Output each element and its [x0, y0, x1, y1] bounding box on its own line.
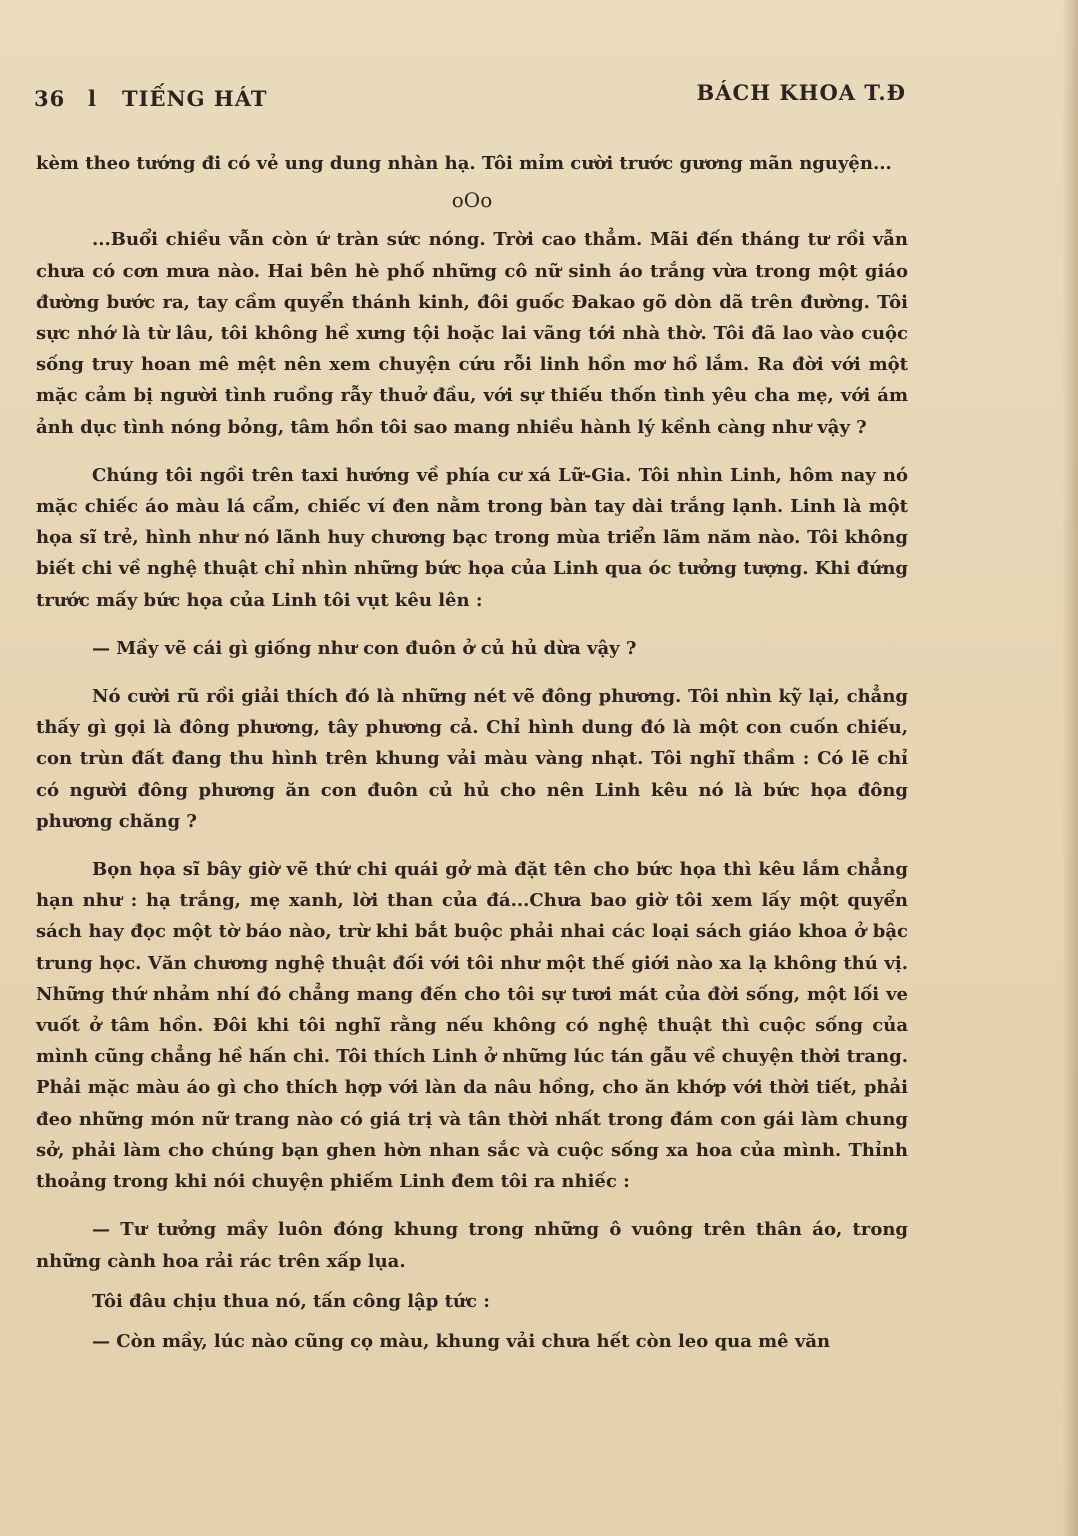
body-text	[36, 148, 908, 1357]
page-number: 36	[34, 86, 66, 111]
dialogue-line: — Mầy vẽ cái gì giống như con đuôn ở củ hủ dừa vậy ?	[92, 637, 637, 659]
paragraph: Bọn họa sĩ bây giờ vẽ thứ chi quái gở mà đặt tên cho bức họa thì kêu lắm chẳng hạn như : hạ trắng, mẹ xanh, lời than của đá...Chưa bao giờ tôi xem lấy một quyển sách hay đọc một tờ báo nào, trừ khi bắt buộc phải nhai các loại sách giáo khoa ở bậc trung học. Văn chương nghệ thuật đối với tôi như một thế giới nào xa lạ không thú vị. Những thứ nhảm nhí đó chẳng mang đến cho tôi sự tươi mát của đời sống, một lối ve vuốt ở tâm hồn. Đôi khi tôi nghĩ rằng nếu không có nghệ thuật thì cuộc sống của mình cũng chẳng hề hấn chi. Tôi thích Linh ở những lúc tán gẫu về chuyện thời trang. Phải mặc màu áo gì cho thích hợp với làn da nâu hồng, cho ăn khớp với thời tiết, phải đeo những món nữ trang nào có giá trị và tân thời nhất trong đám con gái làm chung sở, phải làm cho chúng bạn ghen hờn nhan sắc và cuộc sống xa hoa của mình. Thỉnh thoảng trong khi nói chuyện phiếm Linh đem tôi ra nhiếc :	[36, 859, 908, 1193]
dialogue-line: — Tư tưởng mầy luôn đóng khung trong những ô vuông trên thân áo, trong những cành hoa rải rác trên xấp lụa.	[36, 1219, 908, 1272]
paragraph-continued: kèm theo tướng đi có vẻ ung dung nhàn hạ. Tôi mỉm cười trước gương mãn nguyện...	[36, 153, 892, 174]
paragraph: ...Buổi chiều vẫn còn ứ tràn sức nóng. Trời cao thẳm. Mãi đến tháng tư rồi vẫn chưa có cơn mưa nào. Hai bên hè phố những cô nữ sinh áo trắng vừa trong một giáo đường bước ra, tay cầm quyển thánh kinh, đôi guốc Đakao gõ dòn dã trên đường. Tôi sực nhớ là từ lâu, tôi không hề xưng tội hoặc lai vãng tới nhà thờ. Tôi đã lao vào cuộc sống truy hoan mê mệt nên xem chuyện cứu rỗi linh hồn mơ hồ lắm. Ra đời với một mặc cảm bị người tình ruồng rẫy thuở đầu, với sự thiếu thốn tình yêu cha mẹ, với ám ảnh dục tình nóng bỏng, tâm hồn tôi sao mang nhiều hành lý kềnh càng như vậy ?	[36, 229, 908, 438]
paragraph: Nó cười rũ rồi giải thích đó là những nét vẽ đông phương. Tôi nhìn kỹ lại, chẳng thấy gì gọi là đông phương, tây phương cả. Chỉ hình dung đó là một con cuốn chiếu, con trùn đất đang thu hình trên khung vải màu vàng nhạt. Tôi nghĩ thầm : Có lẽ chỉ có người đông phương ăn con đuôn củ hủ cho nên Linh kêu nó là bức họa đông phương chăng ?	[36, 686, 908, 832]
paragraph: Chúng tôi ngồi trên taxi hướng về phía cư xá Lữ-Gia. Tôi nhìn Linh, hôm nay nó mặc chiếc áo màu lá cẩm, chiếc ví đen nằm trong bàn tay dài trắng lạnh. Linh là một họa sĩ trẻ, hình như nó lãnh huy chương bạc trong mùa triển lãm năm nào. Tôi không biết chi về nghệ thuật chỉ nhìn những bức họa của Linh qua óc tưởng tượng. Khi đứng trước mấy bức họa của Linh tôi vụt kêu lên :	[36, 464, 908, 611]
paragraph: Tôi đâu chịu thua nó, tấn công lập tức :	[92, 1290, 490, 1312]
dialogue-line: — Còn mầy, lúc nào cũng cọ màu, khung vải chưa hết còn leo qua mê văn	[92, 1330, 831, 1352]
section-title: TIẾNG HÁT	[122, 86, 268, 111]
page-edge-shadow	[1062, 0, 1078, 1536]
running-header	[34, 80, 906, 120]
publication-title: BÁCH KHOA T.Đ	[696, 80, 906, 105]
section-break: oOo	[451, 188, 493, 213]
header-separator: l	[88, 86, 97, 111]
